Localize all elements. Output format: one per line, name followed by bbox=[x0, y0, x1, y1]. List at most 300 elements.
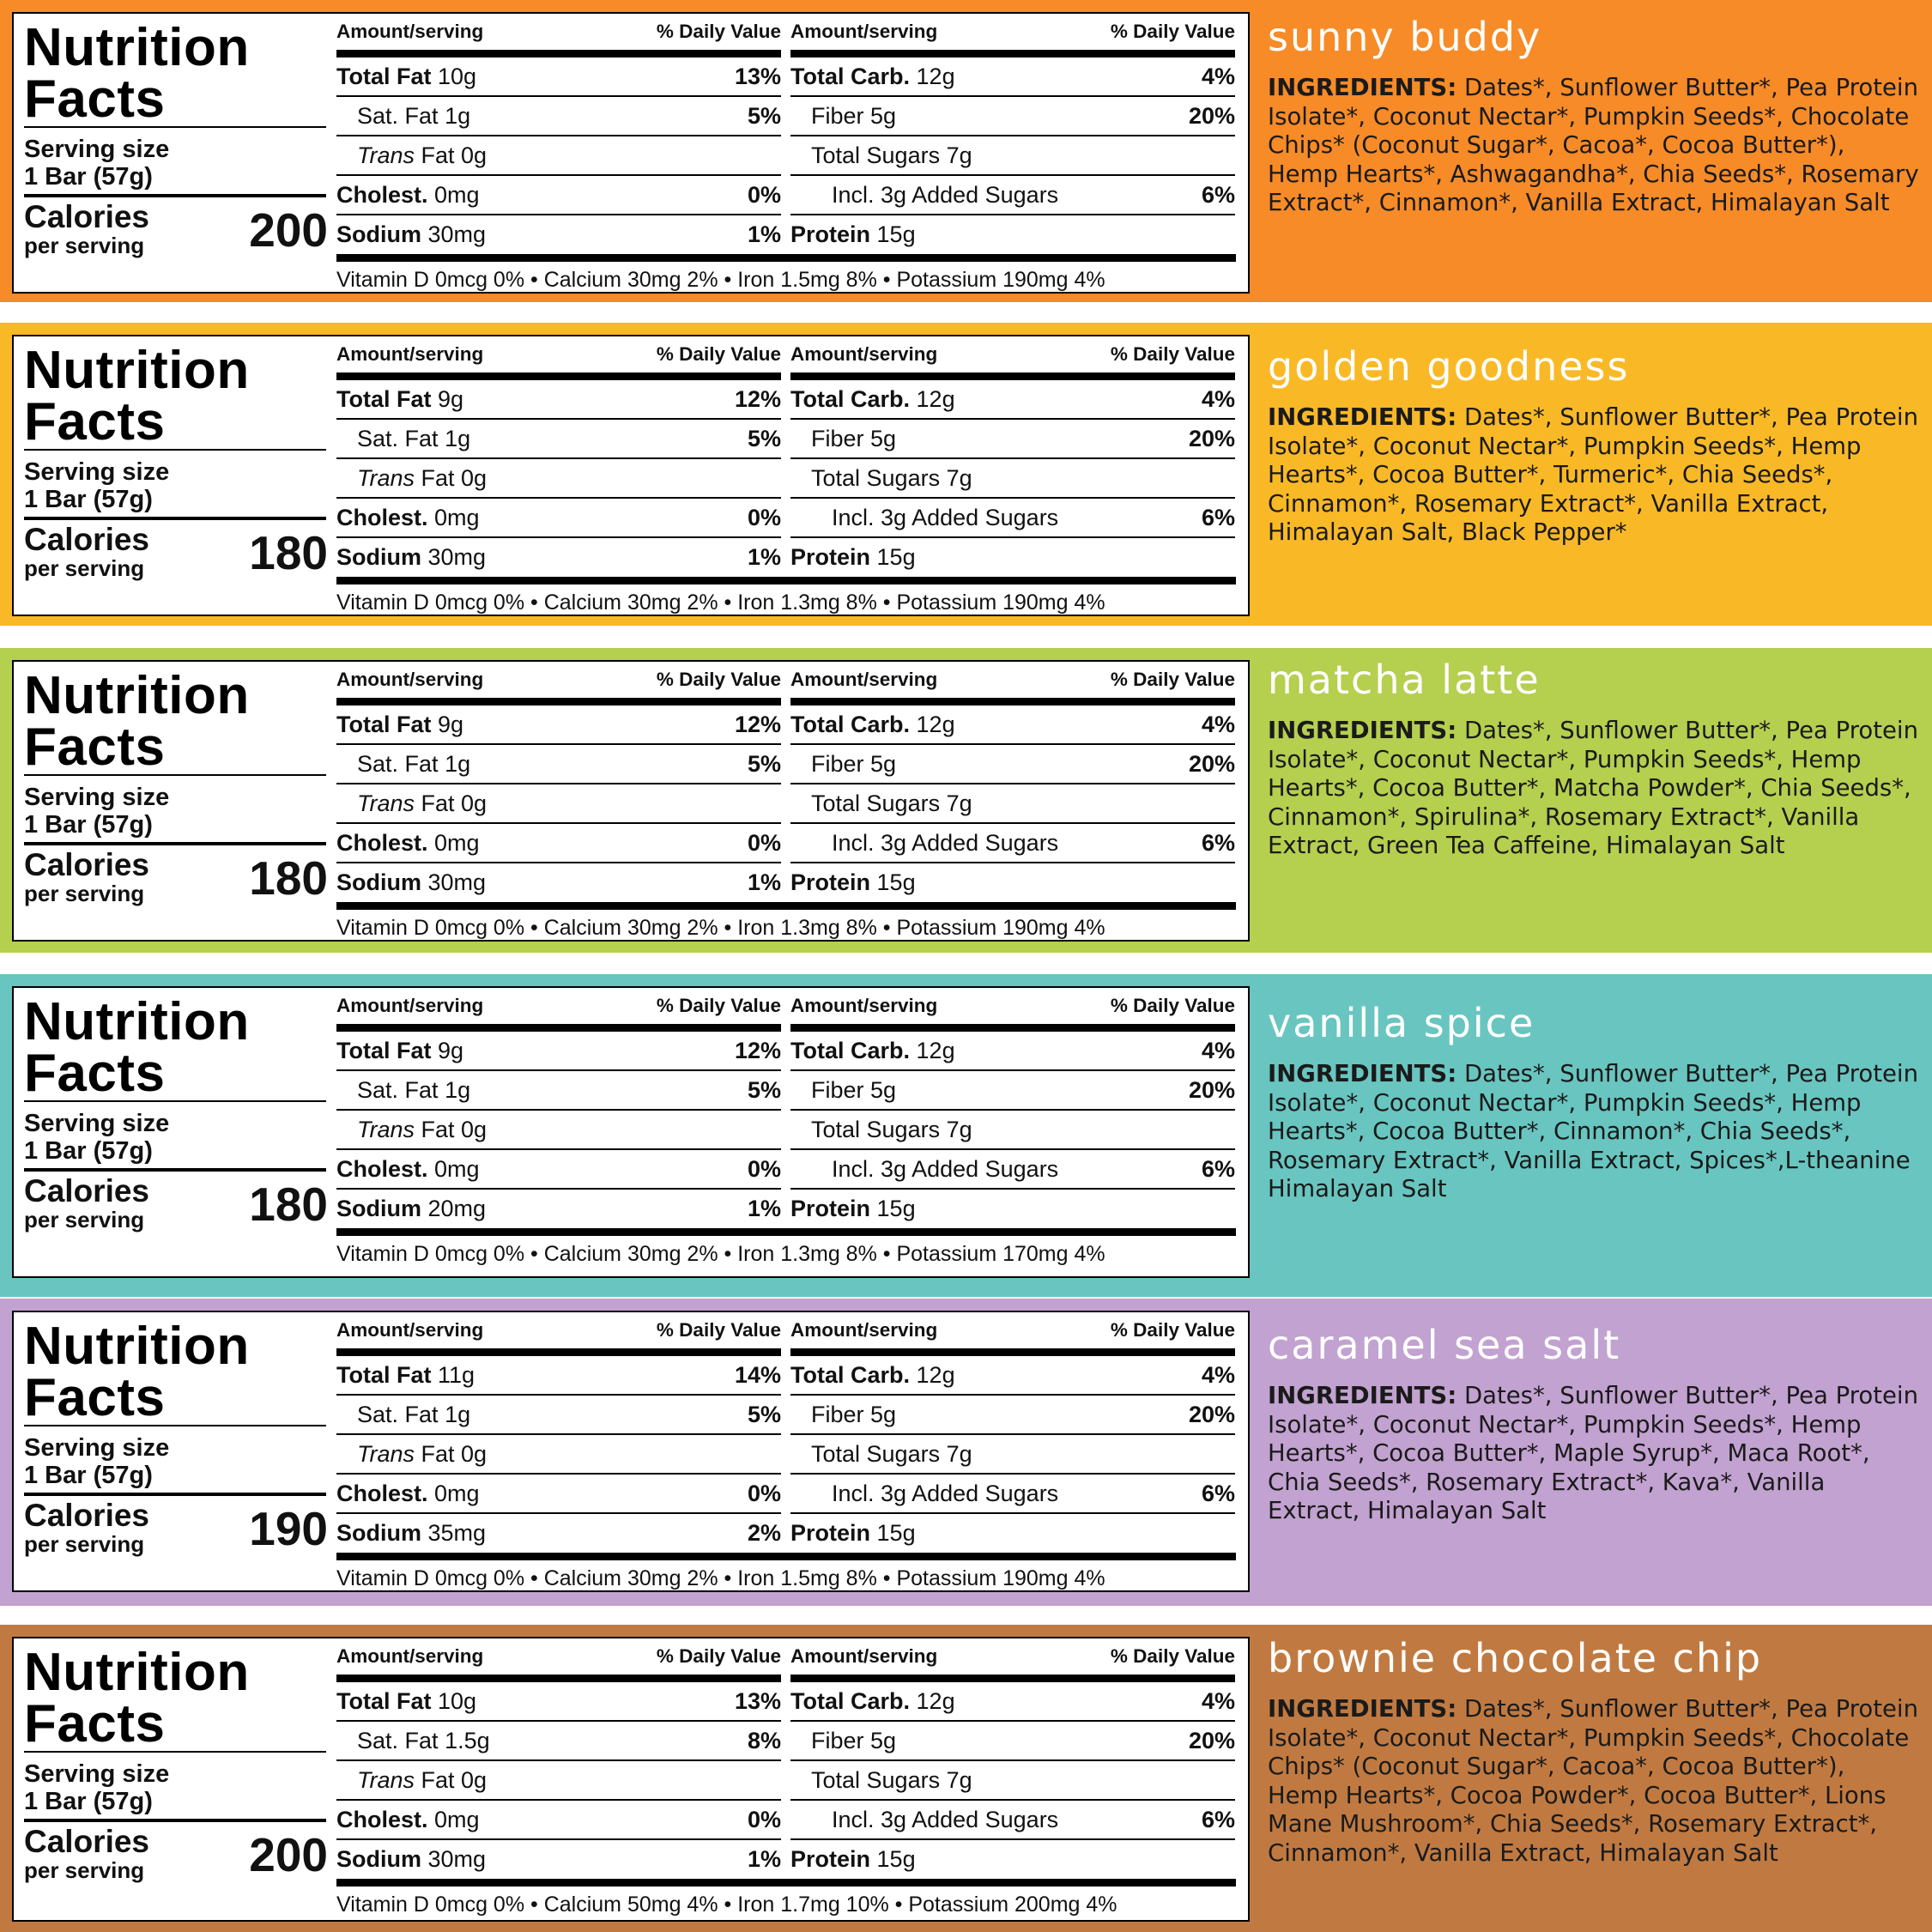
ingredients-text bbox=[1268, 1382, 1920, 1526]
flavor-name: golden goodness bbox=[1268, 343, 1630, 390]
row-total-sugars bbox=[790, 784, 1235, 824]
row-sodium bbox=[336, 1190, 781, 1227]
row-total-carb bbox=[790, 1356, 1235, 1396]
vitamins-minerals-line: Vitamin D 0mcg 0% • Calcium 30mg 2% • Iron 1.3mg 8% • Potassium 190mg 4% bbox=[336, 591, 1105, 615]
daily-value-header: % Daily Value bbox=[1110, 995, 1235, 1016]
cholesterol-amount: 0mg bbox=[434, 505, 480, 530]
ingredients-list: Dates*, Sunflower Butter*, Pea Protein Isolate*, Coconut Nectar*, Pumpkin Seeds*, Chocolate Chips* (Coconut Sugar*, Cacoa*, Cocoa Butter*), Hemp Hearts*, Ashwagandha*, Chia Seeds*, Rosemary Extract*, Cinnamon*, Vanilla Extract, Himalayan Salt bbox=[1268, 74, 1919, 216]
added-sugars-label: Incl. 3g Added Sugars bbox=[832, 1156, 1059, 1182]
cholesterol-label: Cholest. bbox=[336, 1481, 428, 1506]
cholesterol-dv: 0% bbox=[747, 1807, 781, 1832]
nutrition-facts-label bbox=[12, 1637, 1250, 1922]
total-carb-dv: 4% bbox=[1201, 1038, 1235, 1063]
cholesterol-label: Cholest. bbox=[336, 182, 428, 208]
fiber-dv: 20% bbox=[1188, 426, 1235, 451]
total-fat-dv: 12% bbox=[734, 712, 781, 737]
row-total-carb bbox=[790, 58, 1235, 97]
sat-fat-amount: 1g bbox=[445, 1402, 471, 1427]
column-header bbox=[336, 669, 781, 691]
divider bbox=[24, 449, 326, 451]
serving-size-label: Serving size bbox=[24, 136, 170, 163]
total-fat-amount: 9g bbox=[438, 1038, 464, 1063]
total-carb-amount: 12g bbox=[916, 1362, 955, 1388]
sodium-dv: 2% bbox=[747, 1520, 781, 1546]
row-total-carb bbox=[790, 380, 1235, 420]
cholesterol-label: Cholest. bbox=[336, 1156, 428, 1182]
fiber-label: Fiber bbox=[811, 103, 864, 129]
daily-value-header: % Daily Value bbox=[656, 995, 781, 1016]
calories-value: 180 bbox=[249, 1178, 328, 1231]
divider bbox=[24, 1751, 326, 1753]
ingredients-list: Dates*, Sunflower Butter*, Pea Protein Isolate*, Coconut Nectar*, Pumpkin Seeds*, Chocolate Chips* (Coconut Sugar*, Cacoa*, Cocoa Butter*), Hemp Hearts*, Cocoa Powder*, Cocoa Butter*, Lions Mane Mushroom*, Chia Seeds*, Rosemary Extract*, Cinnamon*, Vanilla Extract, Himalayan Salt bbox=[1268, 1695, 1918, 1867]
total-carb-dv: 4% bbox=[1201, 1362, 1235, 1388]
total-sugars-label: Total Sugars 7g bbox=[811, 1117, 972, 1142]
total-sugars-label: Total Sugars 7g bbox=[811, 465, 972, 491]
column-header bbox=[790, 995, 1235, 1017]
daily-value-header: % Daily Value bbox=[656, 21, 781, 42]
nutrition-facts-title bbox=[24, 18, 250, 129]
amount-serving-header: Amount/serving bbox=[336, 995, 484, 1016]
serving-size-label: Serving size bbox=[24, 458, 170, 486]
divider bbox=[336, 50, 781, 58]
nutrition-facts-label bbox=[12, 1311, 1250, 1592]
total-fat-amount: 9g bbox=[438, 386, 464, 412]
serving-size-value: 1 Bar (57g) bbox=[24, 163, 153, 191]
serving-size-label: Serving size bbox=[24, 784, 170, 811]
cholesterol-dv: 0% bbox=[747, 1481, 781, 1506]
serving-size-value: 1 Bar (57g) bbox=[24, 1462, 153, 1489]
total-fat-amount: 9g bbox=[438, 712, 464, 737]
row-trans-fat bbox=[336, 459, 781, 499]
fiber-amount: 5g bbox=[870, 1728, 897, 1753]
nutrition-facts-label bbox=[12, 660, 1250, 942]
divider bbox=[790, 1348, 1235, 1356]
total-fat-dv: 13% bbox=[734, 64, 781, 89]
sat-fat-amount: 1g bbox=[445, 426, 471, 451]
vitamins-minerals-line: Vitamin D 0mcg 0% • Calcium 30mg 2% • Iron 1.3mg 8% • Potassium 170mg 4% bbox=[336, 1242, 1105, 1266]
cholesterol-amount: 0mg bbox=[434, 1156, 480, 1182]
amount-serving-header: Amount/serving bbox=[790, 995, 938, 1016]
amount-serving-header: Amount/serving bbox=[336, 21, 484, 42]
total-fat-amount: 11g bbox=[438, 1362, 475, 1388]
total-fat-dv: 14% bbox=[734, 1362, 781, 1388]
divider bbox=[790, 1024, 1235, 1032]
sat-fat-dv: 5% bbox=[747, 103, 781, 129]
calories-value: 200 bbox=[249, 1828, 328, 1881]
divider bbox=[24, 842, 326, 845]
title-line-1: Nutrition bbox=[24, 992, 250, 1051]
vitamins-minerals-line: Vitamin D 0mcg 0% • Calcium 30mg 2% • Iron 1.5mg 8% • Potassium 190mg 4% bbox=[336, 1566, 1105, 1590]
fiber-amount: 5g bbox=[870, 751, 897, 777]
row-sat-fat bbox=[336, 1396, 781, 1435]
row-total-carb bbox=[790, 1682, 1235, 1722]
total-carb-amount: 12g bbox=[916, 712, 955, 737]
calories-per-serving: per serving bbox=[24, 1207, 145, 1232]
ingredients-list: Dates*, Sunflower Butter*, Pea Protein Isolate*, Coconut Nectar*, Pumpkin Seeds*, Hemp Hearts*, Cocoa Butter*, Cinnamon*, Chia Seeds*, Rosemary Extract*, Vanilla Extract, Spices*,L-theanine Himalayan Salt bbox=[1268, 1060, 1918, 1202]
column-header bbox=[336, 1645, 781, 1668]
divider bbox=[24, 1425, 326, 1426]
calories-value: 190 bbox=[249, 1502, 328, 1555]
row-total-carb bbox=[790, 706, 1235, 745]
sodium-dv: 1% bbox=[747, 221, 781, 247]
calories-per-serving: per serving bbox=[24, 1857, 145, 1883]
row-trans-fat bbox=[336, 1111, 781, 1150]
total-fat-label: Total Fat bbox=[336, 712, 432, 737]
row-trans-fat bbox=[336, 136, 781, 176]
calories-label: Calories bbox=[24, 522, 150, 557]
sodium-dv: 1% bbox=[747, 1196, 781, 1221]
serving-size-label: Serving size bbox=[24, 1110, 170, 1137]
row-protein bbox=[790, 1840, 1235, 1878]
row-cholesterol bbox=[336, 176, 781, 215]
column-header bbox=[790, 1319, 1235, 1341]
total-carb-amount: 12g bbox=[916, 386, 955, 412]
cholesterol-dv: 0% bbox=[747, 182, 781, 208]
serving-size-value: 1 Bar (57g) bbox=[24, 486, 153, 513]
amount-serving-header: Amount/serving bbox=[336, 343, 484, 365]
fiber-label: Fiber bbox=[811, 751, 864, 777]
serving-size-value: 1 Bar (57g) bbox=[24, 811, 153, 839]
row-sat-fat bbox=[336, 1071, 781, 1111]
ingredients-text bbox=[1268, 1695, 1920, 1868]
fiber-label: Fiber bbox=[811, 426, 864, 451]
title-line-2: Facts bbox=[24, 70, 166, 129]
sat-fat-amount: 1g bbox=[445, 103, 471, 129]
row-added-sugars bbox=[790, 176, 1235, 215]
nutrition-facts-title bbox=[24, 1317, 250, 1427]
divider bbox=[24, 1100, 326, 1102]
ingredients-list: Dates*, Sunflower Butter*, Pea Protein Isolate*, Coconut Nectar*, Pumpkin Seeds*, Hemp Hearts*, Cocoa Butter*, Turmeric*, Chia Seeds*, Cinnamon*, Rosemary Extract*, Vanilla Extract, Himalayan Salt, Black Pepper* bbox=[1268, 403, 1918, 546]
sat-fat-label: Sat. Fat bbox=[357, 1728, 439, 1753]
sodium-label: Sodium bbox=[336, 1520, 421, 1546]
cholesterol-dv: 0% bbox=[747, 1156, 781, 1182]
sat-fat-label: Sat. Fat bbox=[357, 426, 439, 451]
cholesterol-label: Cholest. bbox=[336, 830, 428, 856]
sat-fat-amount: 1.5g bbox=[445, 1728, 490, 1753]
row-sodium bbox=[336, 538, 781, 576]
sodium-dv: 1% bbox=[747, 869, 781, 895]
amount-serving-header: Amount/serving bbox=[336, 1645, 484, 1667]
protein-label: Protein bbox=[790, 1196, 871, 1221]
row-trans-fat bbox=[336, 1435, 781, 1475]
protein-amount: 15g bbox=[876, 869, 916, 895]
sodium-amount: 30mg bbox=[427, 221, 487, 247]
added-sugars-dv: 6% bbox=[1201, 182, 1235, 208]
row-total-sugars bbox=[790, 1111, 1235, 1150]
total-fat-dv: 12% bbox=[734, 1038, 781, 1063]
trans-fat-label: Trans bbox=[357, 465, 415, 491]
row-cholesterol bbox=[336, 1801, 781, 1840]
total-carb-amount: 12g bbox=[916, 64, 955, 89]
ingredients-label: INGREDIENTS: bbox=[1268, 74, 1457, 101]
total-fat-dv: 13% bbox=[734, 1688, 781, 1714]
added-sugars-dv: 6% bbox=[1201, 505, 1235, 530]
daily-value-header: % Daily Value bbox=[656, 1319, 781, 1341]
ingredients-label: INGREDIENTS: bbox=[1268, 717, 1457, 744]
ingredients-text bbox=[1268, 403, 1920, 548]
title-line-1: Nutrition bbox=[24, 341, 250, 400]
total-carb-dv: 4% bbox=[1201, 712, 1235, 737]
total-carb-amount: 12g bbox=[916, 1038, 955, 1063]
fiber-amount: 5g bbox=[870, 1077, 897, 1103]
nutrition-facts-title bbox=[24, 1643, 250, 1753]
divider bbox=[24, 1493, 326, 1496]
trans-fat-label: Trans bbox=[357, 1117, 415, 1142]
divider bbox=[336, 1348, 781, 1356]
cholesterol-dv: 0% bbox=[747, 505, 781, 530]
added-sugars-label: Incl. 3g Added Sugars bbox=[832, 830, 1059, 856]
vitamins-minerals-line: Vitamin D 0mcg 0% • Calcium 30mg 2% • Iron 1.5mg 8% • Potassium 190mg 4% bbox=[336, 268, 1105, 292]
row-fiber bbox=[790, 1396, 1235, 1435]
fiber-dv: 20% bbox=[1188, 751, 1235, 777]
title-line-2: Facts bbox=[24, 1368, 166, 1427]
protein-amount: 15g bbox=[876, 1846, 916, 1872]
divider bbox=[336, 254, 1236, 262]
protein-label: Protein bbox=[790, 1520, 871, 1546]
total-fat-label: Total Fat bbox=[336, 1362, 432, 1388]
row-total-fat bbox=[336, 1682, 781, 1722]
column-header bbox=[336, 995, 781, 1017]
row-added-sugars bbox=[790, 1475, 1235, 1514]
column-header bbox=[790, 1645, 1235, 1668]
protein-amount: 15g bbox=[876, 1520, 916, 1546]
flavor-name: vanilla spice bbox=[1268, 1000, 1535, 1046]
protein-amount: 15g bbox=[876, 221, 916, 247]
divider bbox=[336, 577, 1236, 584]
added-sugars-label: Incl. 3g Added Sugars bbox=[832, 182, 1059, 208]
row-total-fat bbox=[336, 706, 781, 745]
ingredients-list: Dates*, Sunflower Butter*, Pea Protein Isolate*, Coconut Nectar*, Pumpkin Seeds*, Hemp Hearts*, Cocoa Butter*, Matcha Powder*, Chia Seeds*, Cinnamon*, Spirulina*, Rosemary Extract*, Vanilla Extract, Green Tea Caffeine, Himalayan Salt bbox=[1268, 717, 1918, 859]
divider bbox=[790, 698, 1235, 706]
ingredients-list: Dates*, Sunflower Butter*, Pea Protein Isolate*, Coconut Nectar*, Pumpkin Seeds*, Hemp Hearts*, Cocoa Butter*, Maple Syrup*, Maca Root*, Chia Seeds*, Rosemary Extract*, Kava*, Vanilla Extract, Himalayan Salt bbox=[1268, 1382, 1918, 1524]
daily-value-header: % Daily Value bbox=[656, 1645, 781, 1667]
title-line-1: Nutrition bbox=[24, 666, 250, 725]
divider bbox=[336, 372, 781, 380]
sat-fat-dv: 8% bbox=[747, 1728, 781, 1753]
flavor-panel-golden-goodness bbox=[0, 323, 1932, 626]
column-header bbox=[336, 1319, 781, 1341]
calories-per-serving: per serving bbox=[24, 555, 145, 581]
row-cholesterol bbox=[336, 824, 781, 863]
divider bbox=[24, 194, 326, 197]
row-sodium bbox=[336, 1840, 781, 1878]
row-sat-fat bbox=[336, 1722, 781, 1761]
column-header bbox=[790, 669, 1235, 691]
divider bbox=[336, 1879, 1236, 1887]
total-carb-label: Total Carb. bbox=[790, 712, 911, 737]
trans-fat-amount: Fat 0g bbox=[415, 1117, 488, 1142]
fiber-dv: 20% bbox=[1188, 103, 1235, 129]
daily-value-header: % Daily Value bbox=[1110, 21, 1235, 42]
sodium-dv: 1% bbox=[747, 1846, 781, 1872]
total-carb-label: Total Carb. bbox=[790, 1038, 911, 1063]
fiber-dv: 20% bbox=[1188, 1077, 1235, 1103]
total-fat-label: Total Fat bbox=[336, 1688, 432, 1714]
row-total-carb bbox=[790, 1032, 1235, 1071]
ingredients-text bbox=[1268, 1060, 1920, 1204]
column-header bbox=[336, 21, 781, 43]
sodium-amount: 20mg bbox=[427, 1196, 487, 1221]
ingredients-label: INGREDIENTS: bbox=[1268, 1382, 1457, 1409]
added-sugars-dv: 6% bbox=[1201, 830, 1235, 856]
divider bbox=[24, 517, 326, 520]
row-sat-fat bbox=[336, 420, 781, 459]
calories-label: Calories bbox=[24, 1824, 150, 1859]
row-trans-fat bbox=[336, 1761, 781, 1801]
flavor-panel-matcha-latte bbox=[0, 648, 1932, 953]
daily-value-header: % Daily Value bbox=[1110, 1319, 1235, 1341]
sodium-amount: 30mg bbox=[427, 1846, 487, 1872]
sodium-label: Sodium bbox=[336, 1196, 421, 1221]
cholesterol-dv: 0% bbox=[747, 830, 781, 856]
serving-size-label: Serving size bbox=[24, 1434, 170, 1462]
flavor-name: sunny buddy bbox=[1268, 14, 1542, 60]
sodium-label: Sodium bbox=[336, 544, 421, 570]
calories-per-serving: per serving bbox=[24, 1531, 145, 1557]
row-trans-fat bbox=[336, 784, 781, 824]
amount-serving-header: Amount/serving bbox=[336, 669, 484, 690]
daily-value-header: % Daily Value bbox=[1110, 343, 1235, 365]
calories-value: 180 bbox=[249, 526, 328, 579]
total-sugars-label: Total Sugars 7g bbox=[811, 142, 972, 168]
row-fiber bbox=[790, 420, 1235, 459]
row-added-sugars bbox=[790, 1801, 1235, 1840]
divider bbox=[24, 1819, 326, 1822]
daily-value-header: % Daily Value bbox=[656, 343, 781, 365]
row-cholesterol bbox=[336, 499, 781, 538]
added-sugars-dv: 6% bbox=[1201, 1481, 1235, 1506]
total-fat-amount: 10g bbox=[438, 1688, 477, 1714]
trans-fat-amount: Fat 0g bbox=[415, 465, 488, 491]
nutrition-facts-label bbox=[12, 12, 1250, 294]
total-sugars-label: Total Sugars 7g bbox=[811, 790, 972, 816]
ingredients-label: INGREDIENTS: bbox=[1268, 1060, 1457, 1087]
divider bbox=[790, 50, 1235, 58]
nutrition-facts-title bbox=[24, 992, 250, 1103]
fiber-amount: 5g bbox=[870, 426, 897, 451]
row-protein bbox=[790, 1190, 1235, 1227]
total-carb-label: Total Carb. bbox=[790, 64, 911, 89]
protein-label: Protein bbox=[790, 544, 871, 570]
calories-per-serving: per serving bbox=[24, 881, 145, 906]
row-protein bbox=[790, 538, 1235, 576]
sat-fat-dv: 5% bbox=[747, 1077, 781, 1103]
trans-fat-amount: Fat 0g bbox=[415, 142, 488, 168]
row-fiber bbox=[790, 745, 1235, 784]
trans-fat-amount: Fat 0g bbox=[415, 1767, 488, 1793]
divider bbox=[336, 698, 781, 706]
sat-fat-label: Sat. Fat bbox=[357, 1077, 439, 1103]
row-total-sugars bbox=[790, 1761, 1235, 1801]
total-fat-amount: 10g bbox=[438, 64, 477, 89]
fiber-amount: 5g bbox=[870, 1402, 897, 1427]
flavor-name: caramel sea salt bbox=[1268, 1322, 1621, 1368]
row-sodium bbox=[336, 1514, 781, 1552]
calories-value: 200 bbox=[249, 203, 328, 257]
total-carb-label: Total Carb. bbox=[790, 1688, 911, 1714]
cholesterol-amount: 0mg bbox=[434, 1481, 480, 1506]
fiber-label: Fiber bbox=[811, 1077, 864, 1103]
flavor-name: brownie chocolate chip bbox=[1268, 1635, 1763, 1681]
title-line-1: Nutrition bbox=[24, 18, 250, 77]
nutrition-facts-label bbox=[12, 986, 1250, 1278]
total-carb-label: Total Carb. bbox=[790, 1362, 911, 1388]
total-carb-dv: 4% bbox=[1201, 1688, 1235, 1714]
daily-value-header: % Daily Value bbox=[656, 669, 781, 690]
calories-per-serving: per serving bbox=[24, 233, 145, 258]
divider bbox=[24, 126, 326, 128]
row-added-sugars bbox=[790, 499, 1235, 538]
cholesterol-amount: 0mg bbox=[434, 830, 480, 856]
total-sugars-label: Total Sugars 7g bbox=[811, 1767, 972, 1793]
trans-fat-label: Trans bbox=[357, 1441, 415, 1467]
row-protein bbox=[790, 863, 1235, 901]
added-sugars-label: Incl. 3g Added Sugars bbox=[832, 505, 1059, 530]
sodium-label: Sodium bbox=[336, 869, 421, 895]
row-sat-fat bbox=[336, 97, 781, 136]
column-header bbox=[790, 21, 1235, 43]
amount-serving-header: Amount/serving bbox=[790, 669, 938, 690]
nutrition-facts-title bbox=[24, 341, 250, 451]
calories-value: 180 bbox=[249, 851, 328, 905]
flavor-panel-caramel-sea-salt bbox=[0, 1299, 1932, 1606]
row-total-fat bbox=[336, 380, 781, 420]
row-sodium bbox=[336, 215, 781, 253]
daily-value-header: % Daily Value bbox=[1110, 1645, 1235, 1667]
sodium-dv: 1% bbox=[747, 544, 781, 570]
row-total-fat bbox=[336, 58, 781, 97]
sat-fat-label: Sat. Fat bbox=[357, 751, 439, 777]
vitamins-minerals-line: Vitamin D 0mcg 0% • Calcium 50mg 4% • Iron 1.7mg 10% • Potassium 200mg 4% bbox=[336, 1893, 1117, 1917]
protein-label: Protein bbox=[790, 1846, 871, 1872]
trans-fat-label: Trans bbox=[357, 790, 415, 816]
title-line-2: Facts bbox=[24, 392, 166, 451]
trans-fat-label: Trans bbox=[357, 1767, 415, 1793]
added-sugars-label: Incl. 3g Added Sugars bbox=[832, 1481, 1059, 1506]
cholesterol-amount: 0mg bbox=[434, 182, 480, 208]
sat-fat-label: Sat. Fat bbox=[357, 1402, 439, 1427]
total-fat-label: Total Fat bbox=[336, 1038, 432, 1063]
amount-serving-header: Amount/serving bbox=[790, 343, 938, 365]
trans-fat-amount: Fat 0g bbox=[415, 1441, 488, 1467]
title-line-2: Facts bbox=[24, 718, 166, 777]
row-total-fat bbox=[336, 1356, 781, 1396]
protein-label: Protein bbox=[790, 869, 871, 895]
fiber-dv: 20% bbox=[1188, 1402, 1235, 1427]
calories-label: Calories bbox=[24, 199, 150, 234]
ingredients-label: INGREDIENTS: bbox=[1268, 1695, 1457, 1723]
ingredients-label: INGREDIENTS: bbox=[1268, 403, 1457, 431]
cholesterol-amount: 0mg bbox=[434, 1807, 480, 1832]
divider bbox=[336, 1228, 1236, 1236]
sat-fat-amount: 1g bbox=[445, 751, 471, 777]
trans-fat-label: Trans bbox=[357, 142, 415, 168]
trans-fat-amount: Fat 0g bbox=[415, 790, 488, 816]
calories-label: Calories bbox=[24, 1173, 150, 1208]
sat-fat-amount: 1g bbox=[445, 1077, 471, 1103]
amount-serving-header: Amount/serving bbox=[790, 21, 938, 42]
calories-label: Calories bbox=[24, 847, 150, 882]
divider bbox=[336, 1553, 1236, 1560]
serving-size-value: 1 Bar (57g) bbox=[24, 1788, 153, 1815]
amount-serving-header: Amount/serving bbox=[790, 1319, 938, 1341]
cholesterol-label: Cholest. bbox=[336, 505, 428, 530]
total-carb-dv: 4% bbox=[1201, 386, 1235, 412]
total-sugars-label: Total Sugars 7g bbox=[811, 1441, 972, 1467]
total-fat-label: Total Fat bbox=[336, 64, 432, 89]
column-header bbox=[790, 343, 1235, 366]
fiber-dv: 20% bbox=[1188, 1728, 1235, 1753]
